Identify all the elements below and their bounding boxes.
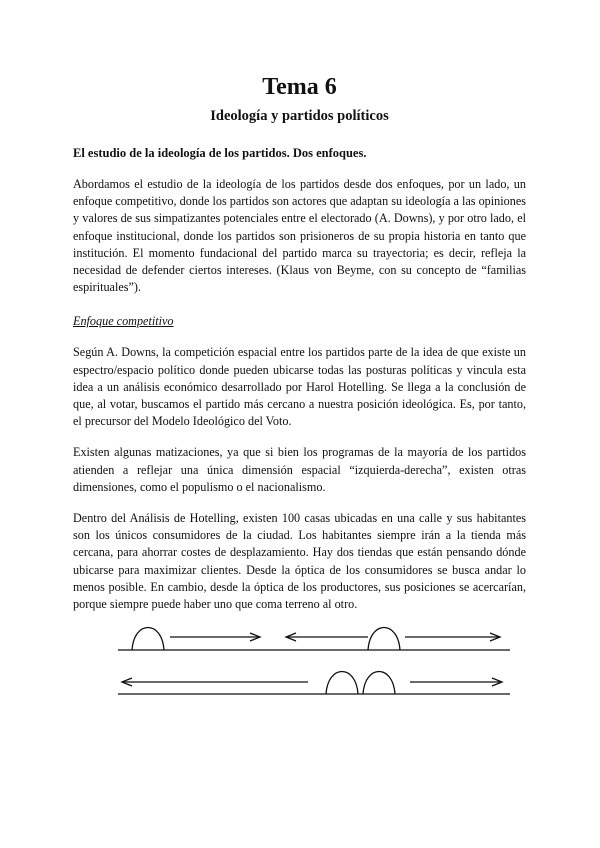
shop-arc-mid-right <box>363 672 395 695</box>
downs-paragraph: Según A. Downs, la competición espacial entre los partidos parte de la idea de que existe un espectro/espacio político donde pueden ubicarse todas las posturas políticas y vincula esta idea a un análisis económico desarrollado por Harol Hotelling. Se llega a la conclusión de que, al votar, buscamos el partido más cercano a nuestra posición ideológica. Es, por tanto, el precursor del Modelo Ideológico del Voto. <box>73 345 526 429</box>
hotelling-diagram-icon <box>110 618 510 708</box>
shop-arc-center <box>368 628 400 651</box>
matizaciones-paragraph: Existen algunas matizaciones, ya que si bien los programas de la mayoría de los partidos atienden a reflejar una única dimensión espacial “izquierda-derecha”, existen otras dimensiones, como el populismo o el nacionalismo. <box>73 445 526 494</box>
shop-arc-mid-left <box>326 672 358 695</box>
subheading-enfoque-competitivo: Enfoque competitivo <box>73 314 174 329</box>
document-title: Tema 6 <box>262 74 337 100</box>
document-subtitle: Ideología y partidos políticos <box>210 108 389 124</box>
hotelling-paragraph: Dentro del Análisis de Hotelling, existen 100 casas ubicadas en una calle y sus habitantes son los únicos consumidores de la ciudad. Los habitantes siempre irán a la tienda más cercana, para ahorrar costes de desplazamiento. Hay dos tiendas que están pensando dónde ubicarse para maximizar clientes. Desde la óptica de los consumidores se busca andar lo menos posible. En cambio, desde la óptica de los productores, sus posiciones se acercarían, porque siempre puede haber uno que coma terreno al otro. <box>73 511 526 612</box>
document-page <box>73 72 526 613</box>
shop-arc-left <box>132 628 164 651</box>
intro-paragraph: Abordamos el estudio de la ideología de los partidos desde dos enfoques, por un lado, un enfoque competitivo, donde los partidos son actores que adaptan su ideología a las opiniones y valores de sus simpatizantes potenciales entre el electorado (A. Downs), y por otro lado, el enfoque institucional, donde los partidos son prisioneros de su propia historia en tanto que institución. El momento fundacional del partido marca su trayectoria; es decir, refleja la necesidad de defender ciertos intereses. (Klaus von Beyme, con su concepto de “familias espirituales”). <box>73 177 526 295</box>
section-heading: El estudio de la ideología de los partidos. Dos enfoques. <box>73 146 367 160</box>
